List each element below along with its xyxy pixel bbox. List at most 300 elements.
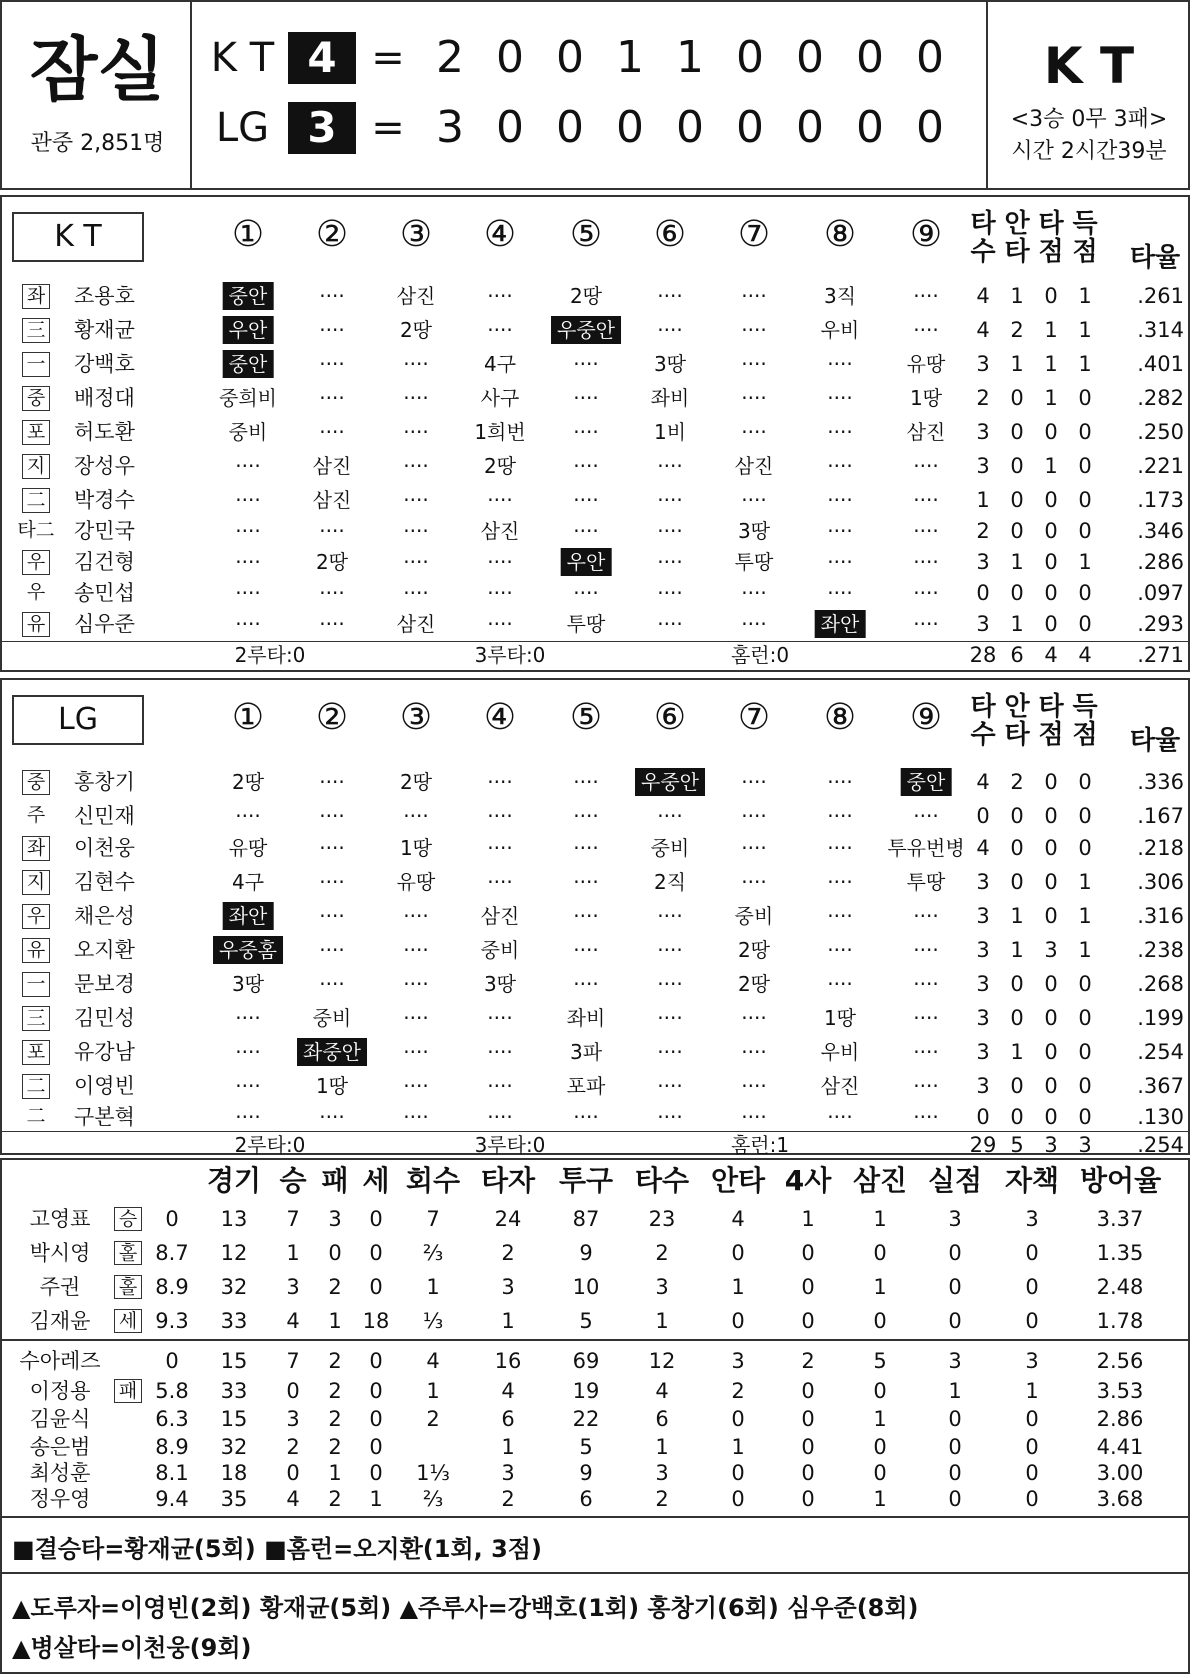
batter-avg: .218 — [1137, 836, 1184, 860]
at-bat-result: 좌비 — [566, 1006, 606, 1030]
line-team-runs: 3 — [288, 102, 356, 154]
at-bat-result: ···· — [487, 581, 513, 605]
at-bat-result: 2땅 — [231, 770, 265, 794]
batter-stat: 1 — [1010, 612, 1024, 636]
at-bat-result: 삼진 — [906, 420, 946, 444]
pitcher-stat: 4 — [426, 1349, 440, 1373]
batter-name: 문보경 — [74, 972, 135, 996]
line-inning-score: 0 — [616, 102, 644, 153]
batter-name: 김건형 — [74, 550, 135, 574]
pitcher-stat: 3 — [1025, 1207, 1039, 1231]
at-bat-result: 투유번병 — [887, 836, 965, 860]
at-bat-result: ···· — [657, 804, 683, 828]
batter-stat: 3 — [976, 454, 990, 478]
line-inning-score: 0 — [916, 32, 944, 83]
pitcher-stat: 2.86 — [1096, 1407, 1144, 1431]
at-bat-result: ···· — [487, 1040, 513, 1064]
pitcher-stat: 3 — [328, 1207, 342, 1231]
at-bat-result: ···· — [403, 581, 429, 605]
batter-name: 홍창기 — [74, 770, 135, 794]
at-bat-result: ···· — [319, 352, 345, 376]
at-bat-result: 2땅 — [399, 770, 433, 794]
at-bat-result: ···· — [827, 420, 853, 444]
position-badge: 유 — [22, 938, 50, 963]
pitcher-stat: 13 — [220, 1207, 248, 1231]
pitcher-stat: 2 — [426, 1407, 440, 1431]
batter-stat: 1 — [1044, 454, 1058, 478]
pitcher-stat: 0 — [1025, 1309, 1039, 1333]
batter-avg: .293 — [1137, 612, 1184, 636]
at-bat-result: 1땅 — [399, 836, 433, 860]
at-bat-result: ···· — [319, 284, 345, 308]
batter-avg: .316 — [1137, 904, 1184, 928]
at-bat-result: ···· — [319, 612, 345, 636]
batter-avg: .254 — [1137, 1040, 1184, 1064]
at-bat-result: ···· — [403, 454, 429, 478]
pitcher-stat: 0 — [948, 1435, 962, 1459]
at-bat-result: ···· — [913, 904, 939, 928]
batter-stat: 1 — [1010, 1040, 1024, 1064]
pitcher-inning-entered: 8.7 — [155, 1241, 189, 1265]
pitcher-stat: 1 — [948, 1379, 962, 1403]
batter-stat: 0 — [1078, 581, 1092, 605]
pitcher-stat: 0 — [286, 1379, 300, 1403]
at-bat-result: 1땅 — [909, 386, 943, 410]
position-badge: 지 — [22, 454, 50, 479]
batter-stat: 3 — [1044, 938, 1058, 962]
batter-name: 배정대 — [74, 386, 135, 410]
line-inning-score: 2 — [436, 32, 464, 83]
inning-header: ① — [231, 697, 265, 738]
line-inning-score: 0 — [856, 102, 884, 153]
triples-count: 3루타:0 — [474, 1133, 546, 1157]
at-bat-result: ···· — [827, 454, 853, 478]
batter-stat: 0 — [1044, 612, 1058, 636]
at-bat-result: ···· — [235, 581, 261, 605]
pitcher-stat: 0 — [873, 1379, 887, 1403]
pitcher-inning-entered: 0 — [165, 1207, 179, 1231]
inning-header: ⑥ — [653, 697, 687, 738]
batter-stat: 4 — [976, 770, 990, 794]
line-inning-score: 1 — [616, 32, 644, 83]
line-equals: = — [371, 105, 405, 151]
at-bat-hit: 좌중안 — [297, 1038, 367, 1066]
at-bat-result: ···· — [235, 612, 261, 636]
pitcher-stat: 23 — [648, 1207, 676, 1231]
at-bat-result: ···· — [913, 318, 939, 342]
pitcher-stat: 0 — [1025, 1275, 1039, 1299]
batter-stat: 3 — [976, 550, 990, 574]
at-bat-result: ···· — [403, 1074, 429, 1098]
pitcher-stat: 0 — [948, 1309, 962, 1333]
at-bat-hit: 우중홈 — [213, 936, 283, 964]
at-bat-hit: 우중안 — [635, 768, 705, 796]
batter-stat: 0 — [1078, 454, 1092, 478]
pitching-header: 회수 — [405, 1164, 461, 1197]
batter-stat: 0 — [1078, 804, 1092, 828]
pitcher-stat: 0 — [1025, 1461, 1039, 1485]
at-bat-result: ···· — [827, 581, 853, 605]
position-badge: 一 — [22, 972, 50, 997]
at-bat-result: 2땅 — [569, 284, 603, 308]
pitcher-stat: 0 — [1025, 1407, 1039, 1431]
at-bat-result: ···· — [741, 1074, 767, 1098]
at-bat-result: ···· — [741, 420, 767, 444]
batter-stat: 0 — [1044, 420, 1058, 444]
inning-header: ③ — [399, 214, 433, 255]
at-bat-result: ···· — [657, 904, 683, 928]
at-bat-result: ···· — [403, 519, 429, 543]
team-avg: .254 — [1137, 1133, 1184, 1157]
position-badge: 유 — [22, 612, 50, 637]
batter-name: 구본혁 — [74, 1105, 135, 1129]
at-bat-result: 4구 — [483, 352, 517, 376]
at-bat-result: ···· — [319, 1105, 345, 1129]
pitcher-stat: 87 — [572, 1207, 600, 1231]
at-bat-result: ···· — [487, 284, 513, 308]
batter-name: 허도환 — [74, 420, 135, 444]
at-bat-result: ···· — [319, 519, 345, 543]
at-bat-result: ···· — [573, 352, 599, 376]
pitcher-stat: 4 — [501, 1379, 515, 1403]
at-bat-result: ···· — [657, 1074, 683, 1098]
at-bat-result: ···· — [403, 1105, 429, 1129]
attendance: 관중 2,851명 — [30, 131, 165, 156]
at-bat-result: 2땅 — [737, 972, 771, 996]
pitcher-stat: 6 — [501, 1407, 515, 1431]
batter-stat: 0 — [1044, 770, 1058, 794]
doubles-count: 2루타:0 — [234, 643, 306, 667]
lg-team-label: LG — [12, 695, 144, 745]
pitcher-stat: 15 — [220, 1349, 248, 1373]
line-inning-score: 0 — [676, 102, 704, 153]
at-bat-result: ···· — [913, 1105, 939, 1129]
batter-stat: 0 — [1010, 836, 1024, 860]
line-team-name: K T — [210, 35, 275, 81]
pitcher-stat: 33 — [220, 1309, 248, 1333]
at-bat-result: ···· — [827, 519, 853, 543]
doubles-count: 2루타:0 — [234, 1133, 306, 1157]
inning-header: ⑤ — [569, 697, 603, 738]
batter-stat: 3 — [976, 1006, 990, 1030]
pitcher-stat: 1 — [801, 1207, 815, 1231]
at-bat-result: ···· — [657, 318, 683, 342]
pitcher-stat: 33 — [220, 1379, 248, 1403]
batter-stat: 3 — [976, 972, 990, 996]
at-bat-result: 사구 — [480, 386, 520, 410]
stat-header-bottom: 타 — [1004, 720, 1030, 750]
pitcher-stat: 12 — [648, 1349, 676, 1373]
pitcher-stat: 3.00 — [1096, 1461, 1144, 1485]
at-bat-result: 중희비 — [219, 386, 277, 410]
at-bat-result: ···· — [657, 1105, 683, 1129]
pitcher-name: 최성훈 — [29, 1461, 91, 1485]
inning-header: ② — [315, 697, 349, 738]
batter-stat: 0 — [1010, 1074, 1024, 1098]
pitcher-stat: 35 — [220, 1487, 248, 1511]
at-bat-result: 좌비 — [650, 386, 690, 410]
at-bat-result: ···· — [913, 1006, 939, 1030]
at-bat-result: ···· — [235, 1074, 261, 1098]
at-bat-result: ···· — [319, 581, 345, 605]
pitcher-stat: 2.56 — [1096, 1349, 1144, 1373]
batter-name: 조용호 — [74, 284, 135, 308]
pitcher-stat: 0 — [801, 1275, 815, 1299]
triples-count: 3루타:0 — [474, 643, 546, 667]
at-bat-result: ···· — [319, 836, 345, 860]
batter-stat: 0 — [1044, 1105, 1058, 1129]
pitcher-stat: 9 — [579, 1461, 593, 1485]
at-bat-result: 3땅 — [737, 519, 771, 543]
batter-stat: 0 — [1044, 836, 1058, 860]
at-bat-result: ···· — [913, 938, 939, 962]
at-bat-result: ···· — [487, 770, 513, 794]
at-bat-result: ···· — [487, 1074, 513, 1098]
pitcher-stat: 0 — [873, 1461, 887, 1485]
pitcher-stat: 0 — [1025, 1435, 1039, 1459]
at-bat-hit: 우안 — [223, 316, 274, 344]
at-bat-result: 1땅 — [315, 1074, 349, 1098]
note-line-3: ▲병살타=이천웅(9회) — [12, 1634, 252, 1662]
batter-stat: 0 — [1010, 519, 1024, 543]
at-bat-result: 삼진 — [734, 454, 774, 478]
team-total-stat: 6 — [1010, 643, 1024, 667]
at-bat-result: ···· — [741, 612, 767, 636]
pitcher-stat: 7 — [426, 1207, 440, 1231]
at-bat-result: ···· — [913, 519, 939, 543]
batter-name: 박경수 — [74, 488, 135, 512]
at-bat-result: ···· — [741, 488, 767, 512]
pitcher-stat: 1.78 — [1096, 1309, 1144, 1333]
position-label: 주 — [26, 804, 46, 826]
at-bat-result: ···· — [657, 284, 683, 308]
batter-stat: 0 — [976, 804, 990, 828]
batter-stat: 3 — [976, 612, 990, 636]
pitcher-stat: 12 — [220, 1241, 248, 1265]
batter-stat: 1 — [1078, 938, 1092, 962]
at-bat-result: ···· — [403, 972, 429, 996]
team-avg: .271 — [1137, 643, 1184, 667]
pitcher-stat: 4.41 — [1096, 1435, 1144, 1459]
pitcher-stat: 18 — [220, 1461, 248, 1485]
batter-avg: .367 — [1137, 1074, 1184, 1098]
pitcher-stat: 0 — [369, 1241, 383, 1265]
pitcher-name: 고영표 — [29, 1207, 91, 1231]
at-bat-hit: 중안 — [223, 350, 274, 378]
pitcher-stat: 3 — [948, 1349, 962, 1373]
pitcher-stat: 0 — [801, 1487, 815, 1511]
batter-name: 채은성 — [74, 904, 135, 928]
batter-stat: 0 — [1044, 870, 1058, 894]
pitcher-stat: 1 — [501, 1309, 515, 1333]
at-bat-result: ···· — [827, 1105, 853, 1129]
game-duration: 시간 2시간39분 — [1011, 139, 1167, 164]
pitcher-stat: ⅔ — [422, 1241, 444, 1265]
batter-name: 김현수 — [74, 870, 135, 894]
stat-header-bottom: 타 — [1004, 237, 1030, 267]
at-bat-result: 삼진 — [480, 519, 520, 543]
pitcher-stat: 4 — [286, 1309, 300, 1333]
winner-team: K T — [1043, 37, 1135, 95]
pitcher-stat: 0 — [948, 1241, 962, 1265]
pitcher-stat: 3 — [948, 1207, 962, 1231]
batter-stat: 0 — [1078, 770, 1092, 794]
pitcher-stat: 3 — [501, 1275, 515, 1299]
at-bat-result: 우비 — [820, 1040, 860, 1064]
batter-stat: 0 — [1078, 1105, 1092, 1129]
line-inning-score: 0 — [796, 102, 824, 153]
stat-header-bottom: 수 — [970, 720, 996, 750]
team-total-stat: 29 — [969, 1133, 997, 1157]
pitcher-stat: 0 — [369, 1435, 383, 1459]
pitcher-stat: 0 — [801, 1379, 815, 1403]
at-bat-result: ···· — [827, 938, 853, 962]
at-bat-result: ···· — [487, 318, 513, 342]
batter-stat: 0 — [976, 1105, 990, 1129]
batter-name: 심우준 — [74, 612, 135, 636]
at-bat-result: ···· — [827, 352, 853, 376]
pitcher-stat: 3.53 — [1096, 1379, 1144, 1403]
pitcher-stat: 1 — [655, 1309, 669, 1333]
inning-header: ① — [231, 214, 265, 255]
batter-stat: 0 — [1044, 804, 1058, 828]
batter-stat: 1 — [1078, 870, 1092, 894]
inning-header: ⑨ — [909, 697, 943, 738]
pitcher-stat: 0 — [948, 1487, 962, 1511]
inning-header: ⑥ — [653, 214, 687, 255]
at-bat-result: 중비 — [650, 836, 690, 860]
inning-header: ④ — [483, 214, 517, 255]
at-bat-result: ···· — [741, 836, 767, 860]
at-bat-result: ···· — [657, 454, 683, 478]
batter-stat: 1 — [1044, 318, 1058, 342]
at-bat-result: ···· — [657, 938, 683, 962]
batter-avg: .238 — [1137, 938, 1184, 962]
at-bat-result: 3파 — [569, 1040, 603, 1064]
line-inning-score: 0 — [556, 32, 584, 83]
batter-stat: 0 — [1044, 1006, 1058, 1030]
inning-header: ② — [315, 214, 349, 255]
batter-name: 강백호 — [74, 352, 135, 376]
pitcher-stat: 1 — [873, 1207, 887, 1231]
batter-avg: .336 — [1137, 770, 1184, 794]
at-bat-result: ···· — [319, 318, 345, 342]
pitcher-stat: 1 — [286, 1241, 300, 1265]
pitcher-name: 김재윤 — [29, 1309, 91, 1333]
pitcher-stat: 3 — [286, 1407, 300, 1431]
at-bat-result: 4구 — [231, 870, 265, 894]
pitcher-inning-entered: 8.9 — [155, 1275, 189, 1299]
position-badge: 포 — [22, 1040, 50, 1065]
pitcher-stat: 0 — [801, 1241, 815, 1265]
pitcher-stat: 0 — [801, 1435, 815, 1459]
pitcher-stat: 2 — [328, 1487, 342, 1511]
pitcher-stat: 1 — [426, 1275, 440, 1299]
position-badge: 우 — [22, 550, 50, 575]
at-bat-result: ···· — [573, 870, 599, 894]
position-badge: 포 — [22, 420, 50, 445]
at-bat-result: ···· — [741, 1006, 767, 1030]
at-bat-result: ···· — [913, 284, 939, 308]
pitcher-stat: 0 — [369, 1461, 383, 1485]
pitcher-stat: 9 — [579, 1241, 593, 1265]
batter-stat: 0 — [1044, 488, 1058, 512]
pitcher-name: 송은범 — [29, 1435, 91, 1459]
batter-name: 이천웅 — [74, 836, 135, 860]
pitcher-inning-entered: 5.8 — [155, 1379, 189, 1403]
at-bat-result: ···· — [235, 1040, 261, 1064]
decision-badge: 홀 — [114, 1241, 142, 1265]
stat-header-avg: 타율 — [1129, 243, 1181, 273]
at-bat-result: ···· — [913, 804, 939, 828]
batter-stat: 0 — [976, 581, 990, 605]
at-bat-result: ···· — [657, 1006, 683, 1030]
at-bat-result: ···· — [827, 550, 853, 574]
at-bat-result: ···· — [235, 488, 261, 512]
batter-stat: 0 — [1078, 1006, 1092, 1030]
batter-stat: 0 — [1044, 1040, 1058, 1064]
at-bat-result: ···· — [403, 938, 429, 962]
batter-stat: 0 — [1010, 454, 1024, 478]
note-line-1: ■결승타=황재균(5회) ■홈런=오지환(1회, 3점) — [12, 1535, 542, 1563]
pitcher-stat: 19 — [572, 1379, 600, 1403]
position-badge: 三 — [22, 1006, 50, 1031]
pitcher-stat: 1 — [328, 1309, 342, 1333]
at-bat-result: 3직 — [823, 284, 857, 308]
at-bat-result: ···· — [573, 581, 599, 605]
at-bat-result: ···· — [741, 1105, 767, 1129]
at-bat-result: ···· — [235, 1105, 261, 1129]
pitcher-stat: 2 — [731, 1379, 745, 1403]
batter-stat: 0 — [1078, 612, 1092, 636]
batter-stat: 0 — [1010, 1006, 1024, 1030]
batter-stat: 0 — [1010, 870, 1024, 894]
at-bat-result: ···· — [319, 386, 345, 410]
at-bat-result: 3땅 — [653, 352, 687, 376]
position-label: 二 — [26, 1105, 46, 1127]
pitcher-stat: 1.35 — [1096, 1241, 1144, 1265]
decision-badge: 홀 — [114, 1275, 142, 1299]
batter-stat: 0 — [1010, 972, 1024, 996]
at-bat-result: 중비 — [228, 420, 268, 444]
batter-name: 이영빈 — [74, 1074, 135, 1098]
batter-stat: 1 — [1010, 352, 1024, 376]
line-team-name: LG — [215, 105, 270, 151]
at-bat-result: ···· — [913, 581, 939, 605]
pitcher-stat: 2 — [328, 1349, 342, 1373]
at-bat-result: 2땅 — [315, 550, 349, 574]
batter-avg: .268 — [1137, 972, 1184, 996]
pitcher-name: 이정용 — [29, 1379, 91, 1403]
at-bat-result: 3땅 — [483, 972, 517, 996]
line-inning-score: 0 — [736, 32, 764, 83]
pitcher-name: 주권 — [39, 1275, 81, 1299]
at-bat-result: ···· — [741, 770, 767, 794]
at-bat-result: ···· — [827, 804, 853, 828]
batter-stat: 1 — [1078, 352, 1092, 376]
at-bat-result: ···· — [913, 1040, 939, 1064]
pitcher-stat: 3 — [286, 1275, 300, 1299]
pitcher-stat: 0 — [948, 1275, 962, 1299]
at-bat-result: ···· — [487, 550, 513, 574]
pitching-header: 승 — [279, 1164, 307, 1197]
at-bat-result: ···· — [573, 938, 599, 962]
at-bat-result: ···· — [657, 1040, 683, 1064]
pitching-header: 실점 — [927, 1164, 983, 1197]
batter-name: 오지환 — [74, 938, 135, 962]
at-bat-result: ···· — [741, 870, 767, 894]
pitcher-stat: 3 — [655, 1461, 669, 1485]
